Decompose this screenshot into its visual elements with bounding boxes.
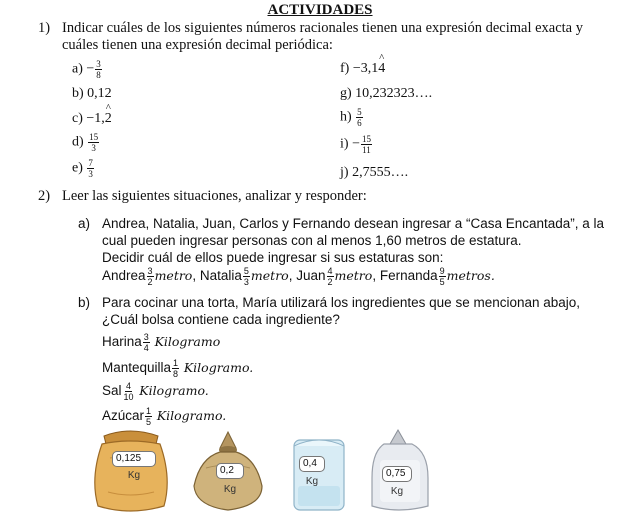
bag-075-unit: Kg (390, 486, 404, 497)
q2-text: Leer las siguientes situaciones, analizar y responder: (62, 188, 367, 204)
ingredient-azucar: Azúcar $\frac{1}{5}$ Kilogramo. (102, 406, 227, 427)
q1-text-line2: cuáles tienen una expresión decimal periódica: (62, 37, 333, 53)
ingredient-harina: Harina $\frac{3}{4}$ Kilogramo (102, 332, 221, 353)
q2-b-line2: ¿Cuál bolsa contiene cada ingrediente? (102, 312, 340, 327)
q1-option-h: h) $\frac{5}{6}$ (340, 107, 362, 128)
q2-number: 2) (38, 188, 51, 204)
q2-b-label: b) (78, 295, 91, 310)
q2-b-line1: Para cocinar una torta, María utilizará los ingredientes que se mencionan abajo, (102, 295, 581, 310)
q1-option-f: f) −3,1^ 4 (340, 61, 385, 77)
q1-option-j: j) 2,7555…. (340, 165, 409, 180)
q1-option-a: a) − $\frac{3}{8}$ (72, 59, 101, 80)
q1-text-line1: Indicar cuáles de los siguientes números racionales tienen una expresión decimal exacta y (62, 20, 583, 36)
bag-04-unit: Kg (305, 476, 319, 487)
q1-option-i: i) − $\frac{15}{11}$ (340, 134, 371, 155)
q1-option-d: d) $\frac{15}{3}$ (72, 132, 99, 153)
q2-a-heights: Andrea $\frac{3}{2}$ metro, Natalia $\frac{5}{3}$ metro, Juan $\frac{4}{2}$ metro, Fernanda $\frac{9}{5}$ metros. (102, 266, 495, 287)
q1-option-b: b) 0,12 (72, 86, 112, 101)
q1-option-c: c) −1,^ 2 (72, 111, 112, 127)
bag-02-value: 0,2 (216, 463, 244, 479)
bag-0125-value: 0,125 (112, 451, 156, 467)
bag-04-value: 0,4 (299, 456, 325, 472)
ingredient-sal: Sal $\frac{4}{10}$ Kilogramo. (102, 381, 209, 402)
q2-a-line2: cual pueden ingresar personas con al menos 1,60 metros de estatura. (102, 233, 522, 248)
q2-a-line3: Decidir cuál de ellos puede ingresar si sus estaturas son: (102, 250, 444, 265)
bag-02-unit: Kg (223, 484, 237, 495)
q2-a-line1: Andrea, Natalia, Juan, Carlos y Fernando desean ingresar a “Casa Encantada”, a la (102, 216, 605, 231)
bag-0125-unit: Kg (127, 470, 141, 481)
bag-04-icon (294, 440, 344, 510)
page-title: ACTIVIDADES (267, 2, 373, 18)
bag-075-value: 0,75 (382, 466, 412, 482)
q1-option-e: e) $\frac{7}{3}$ (72, 158, 93, 179)
q2-a-label: a) (78, 216, 91, 231)
q1-option-g: g) 10,232323…. (340, 86, 433, 101)
q1-number: 1) (38, 20, 51, 36)
ingredient-mantequilla: Mantequilla $\frac{1}{8}$ Kilogramo. (102, 358, 254, 379)
